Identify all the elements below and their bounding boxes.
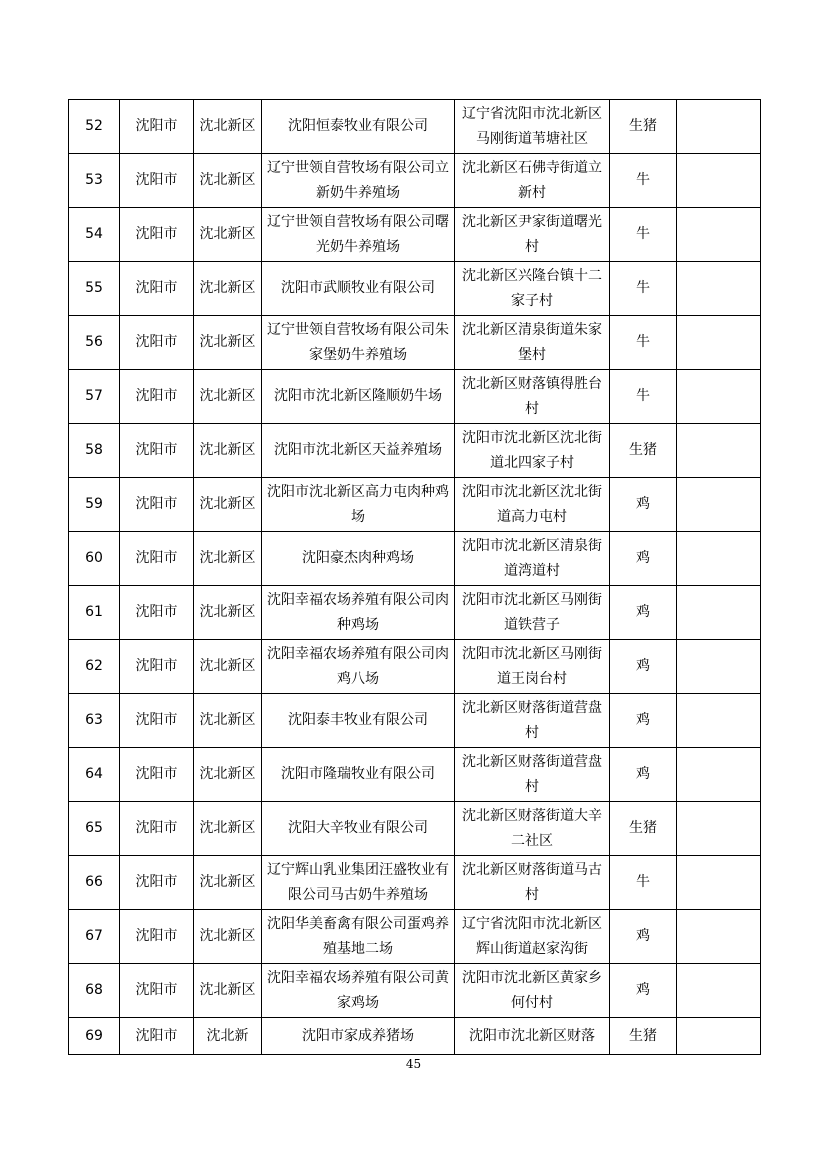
cell-livestock-type: 鸡 [610, 586, 677, 640]
cell-livestock-type: 鸡 [610, 478, 677, 532]
cell-district: 沈北新区 [194, 856, 262, 910]
cell-number: 67 [69, 910, 120, 964]
cell-note [677, 262, 761, 316]
cell-farm-name: 沈阳幸福农场养殖有限公司肉鸡八场 [262, 640, 455, 694]
cell-farm-name: 沈阳幸福农场养殖有限公司肉种鸡场 [262, 586, 455, 640]
cell-city: 沈阳市 [120, 532, 194, 586]
cell-city: 沈阳市 [120, 262, 194, 316]
cell-district: 沈北新区 [194, 316, 262, 370]
cell-farm-name: 沈阳恒泰牧业有限公司 [262, 100, 455, 154]
cell-note [677, 100, 761, 154]
cell-livestock-type: 牛 [610, 856, 677, 910]
cell-note [677, 694, 761, 748]
cell-farm-name: 辽宁世领自营牧场有限公司朱家堡奶牛养殖场 [262, 316, 455, 370]
cell-city: 沈阳市 [120, 802, 194, 856]
cell-livestock-type: 牛 [610, 208, 677, 262]
cell-address: 沈阳市沈北新区沈北街道北四家子村 [455, 424, 610, 478]
table-row [69, 370, 761, 424]
cell-district: 沈北新区 [194, 478, 262, 532]
cell-number: 65 [69, 802, 120, 856]
cell-district: 沈北新 [194, 1018, 262, 1055]
table-row [69, 208, 761, 262]
cell-city: 沈阳市 [120, 910, 194, 964]
table-row [69, 802, 761, 856]
cell-note [677, 316, 761, 370]
cell-city: 沈阳市 [120, 748, 194, 802]
cell-city: 沈阳市 [120, 1018, 194, 1055]
cell-number: 58 [69, 424, 120, 478]
table-row [69, 586, 761, 640]
cell-farm-name: 沈阳大辛牧业有限公司 [262, 802, 455, 856]
cell-note [677, 910, 761, 964]
cell-livestock-type: 鸡 [610, 640, 677, 694]
cell-district: 沈北新区 [194, 640, 262, 694]
cell-farm-name: 沈阳华美畜禽有限公司蛋鸡养殖基地二场 [262, 910, 455, 964]
cell-address: 沈北新区兴隆台镇十二家子村 [455, 262, 610, 316]
cell-number: 69 [69, 1018, 120, 1055]
cell-livestock-type: 牛 [610, 316, 677, 370]
cell-note [677, 478, 761, 532]
cell-number: 61 [69, 586, 120, 640]
page-number: 45 [405, 1057, 422, 1071]
cell-city: 沈阳市 [120, 856, 194, 910]
table-row [69, 910, 761, 964]
cell-farm-name: 沈阳市沈北新区天益养殖场 [262, 424, 455, 478]
table-row [69, 1018, 761, 1055]
cell-number: 59 [69, 478, 120, 532]
cell-farm-name: 沈阳市家成养猪场 [262, 1018, 455, 1055]
cell-district: 沈北新区 [194, 802, 262, 856]
cell-note [677, 640, 761, 694]
cell-number: 63 [69, 694, 120, 748]
cell-livestock-type: 牛 [610, 370, 677, 424]
cell-number: 56 [69, 316, 120, 370]
cell-note [677, 370, 761, 424]
cell-farm-name: 沈阳豪杰肉种鸡场 [262, 532, 455, 586]
cell-city: 沈阳市 [120, 316, 194, 370]
cell-farm-name: 沈阳市武顺牧业有限公司 [262, 262, 455, 316]
cell-note [677, 964, 761, 1018]
table-row [69, 154, 761, 208]
cell-number: 64 [69, 748, 120, 802]
cell-address: 辽宁省沈阳市沈北新区马刚街道苇塘社区 [455, 100, 610, 154]
cell-note [677, 586, 761, 640]
cell-number: 57 [69, 370, 120, 424]
cell-livestock-type: 鸡 [610, 964, 677, 1018]
cell-city: 沈阳市 [120, 208, 194, 262]
table-row [69, 532, 761, 586]
cell-farm-name: 沈阳市沈北新区高力屯肉种鸡场 [262, 478, 455, 532]
cell-district: 沈北新区 [194, 748, 262, 802]
cell-city: 沈阳市 [120, 478, 194, 532]
cell-address: 辽宁省沈阳市沈北新区辉山街道赵家沟街 [455, 910, 610, 964]
cell-farm-name: 沈阳泰丰牧业有限公司 [262, 694, 455, 748]
cell-note [677, 208, 761, 262]
cell-address: 沈北新区财落街道营盘村 [455, 748, 610, 802]
cell-address: 沈阳市沈北新区马刚街道王岗台村 [455, 640, 610, 694]
cell-note [677, 748, 761, 802]
cell-district: 沈北新区 [194, 370, 262, 424]
cell-district: 沈北新区 [194, 100, 262, 154]
cell-city: 沈阳市 [120, 694, 194, 748]
table-row [69, 262, 761, 316]
table-row [69, 694, 761, 748]
cell-district: 沈北新区 [194, 208, 262, 262]
cell-livestock-type: 鸡 [610, 910, 677, 964]
cell-number: 66 [69, 856, 120, 910]
cell-city: 沈阳市 [120, 964, 194, 1018]
cell-address: 沈北新区财落街道马古村 [455, 856, 610, 910]
table-row [69, 748, 761, 802]
cell-livestock-type: 生猪 [610, 424, 677, 478]
cell-note [677, 802, 761, 856]
cell-number: 68 [69, 964, 120, 1018]
cell-city: 沈阳市 [120, 424, 194, 478]
cell-number: 53 [69, 154, 120, 208]
cell-livestock-type: 牛 [610, 262, 677, 316]
cell-note [677, 424, 761, 478]
cell-address: 沈北新区尹家街道曙光村 [455, 208, 610, 262]
cell-number: 62 [69, 640, 120, 694]
cell-farm-name: 辽宁辉山乳业集团汪盛牧业有限公司马古奶牛养殖场 [262, 856, 455, 910]
cell-district: 沈北新区 [194, 964, 262, 1018]
cell-number: 55 [69, 262, 120, 316]
cell-city: 沈阳市 [120, 100, 194, 154]
cell-district: 沈北新区 [194, 694, 262, 748]
cell-district: 沈北新区 [194, 424, 262, 478]
cell-city: 沈阳市 [120, 640, 194, 694]
cell-address: 沈阳市沈北新区财落 [455, 1018, 610, 1055]
cell-note [677, 856, 761, 910]
cell-address: 沈北新区财落街道大辛二社区 [455, 802, 610, 856]
farm-list-table [68, 99, 761, 1055]
cell-farm-name: 辽宁世领自营牧场有限公司曙光奶牛养殖场 [262, 208, 455, 262]
cell-city: 沈阳市 [120, 370, 194, 424]
cell-livestock-type: 生猪 [610, 100, 677, 154]
cell-livestock-type: 牛 [610, 154, 677, 208]
cell-note [677, 1018, 761, 1055]
cell-note [677, 532, 761, 586]
cell-address: 沈北新区清泉街道朱家堡村 [455, 316, 610, 370]
cell-farm-name: 沈阳市隆瑞牧业有限公司 [262, 748, 455, 802]
table-row [69, 478, 761, 532]
cell-address: 沈阳市沈北新区沈北街道高力屯村 [455, 478, 610, 532]
table-row [69, 100, 761, 154]
cell-city: 沈阳市 [120, 154, 194, 208]
cell-district: 沈北新区 [194, 532, 262, 586]
cell-number: 60 [69, 532, 120, 586]
cell-number: 52 [69, 100, 120, 154]
cell-farm-name: 沈阳幸福农场养殖有限公司黄家鸡场 [262, 964, 455, 1018]
cell-district: 沈北新区 [194, 910, 262, 964]
cell-farm-name: 辽宁世领自营牧场有限公司立新奶牛养殖场 [262, 154, 455, 208]
cell-district: 沈北新区 [194, 154, 262, 208]
cell-farm-name: 沈阳市沈北新区隆顺奶牛场 [262, 370, 455, 424]
cell-address: 沈阳市沈北新区清泉街道湾道村 [455, 532, 610, 586]
cell-livestock-type: 生猪 [610, 802, 677, 856]
cell-number: 54 [69, 208, 120, 262]
cell-address: 沈北新区财落镇得胜台村 [455, 370, 610, 424]
table-row [69, 424, 761, 478]
cell-livestock-type: 鸡 [610, 748, 677, 802]
cell-address: 沈阳市沈北新区马刚街道铁营子 [455, 586, 610, 640]
cell-address: 沈北新区石佛寺街道立新村 [455, 154, 610, 208]
cell-city: 沈阳市 [120, 586, 194, 640]
cell-note [677, 154, 761, 208]
table-row [69, 856, 761, 910]
cell-district: 沈北新区 [194, 262, 262, 316]
cell-livestock-type: 鸡 [610, 694, 677, 748]
cell-livestock-type: 鸡 [610, 532, 677, 586]
table-row [69, 964, 761, 1018]
table-row [69, 316, 761, 370]
cell-district: 沈北新区 [194, 586, 262, 640]
table-row [69, 640, 761, 694]
cell-address: 沈阳市沈北新区黄家乡何付村 [455, 964, 610, 1018]
cell-address: 沈北新区财落街道营盘村 [455, 694, 610, 748]
cell-livestock-type: 生猪 [610, 1018, 677, 1055]
table-body [69, 100, 761, 1055]
